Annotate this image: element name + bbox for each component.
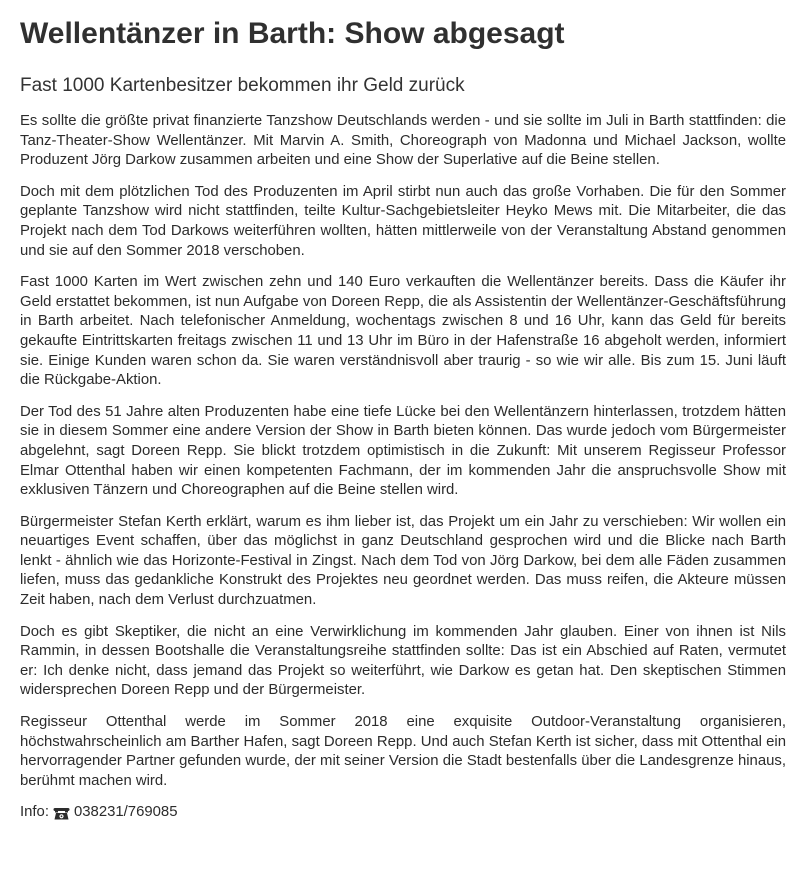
article [20,0,786,823]
article-paragraph: Der Tod des 51 Jahre alten Produzenten habe eine tiefe Lücke bei den Wellentänzern hinterlassen, trotzdem hätten sie in diesem Sommer eine andere Version der Show in Barth bieten können. Das wurde jedoch vom Bürgermeister abgelehnt, sagt Doreen Repp. Sie blickt trotzdem optimistisch in die Zukunft: Mit unserem Regisseur Professor Elmar Ottenthal haben wir einen kompetenten Fachmann, der im kommenden Jahr die anspruchsvolle Show mit exklusiven Tänzern und Choreographen auf die Beine stellen wird. [20,403,786,499]
article-body [20,112,786,791]
telephone-icon [53,807,70,820]
article-paragraph: Doch mit dem plötzlichen Tod des Produzenten im April stirbt nun auch das große Vorhaben. Die für den Sommer geplante Tanzshow wird nicht stattfinden, teilte Kultur-Sachgebietsleiter Heyko Mews mit. Die Mitarbeiter, die das Projekt nach dem Tod Darkows weiterführen wollten, hätten mittlerweile von der Veranstaltung Abstand genommen und sie auf den Sommer 2018 verschoben. [20,183,786,259]
article-paragraph: Bürgermeister Stefan Kerth erklärt, warum es ihm lieber ist, das Projekt um ein Jahr zu verschieben: Wir wollen ein neuartiges Event schaffen, über das möglichst in ganz Deutschland gesprochen wird und die Blicke nach Barth lenkt - ähnlich wie das Horizonte-Festival in Zingst. Nach dem Tod von Jörg Darkow, bei dem alle Fäden zusammen liefen, muss das gedankliche Konstrukt des Projektes neu geordnet werden. Das muss reifen, die Akteure müssen Zeit haben, nach dem Verlust durchzuatmen. [20,513,786,609]
info-line [20,803,786,823]
article-paragraph: Fast 1000 Karten im Wert zwischen zehn und 140 Euro verkauften die Wellentänzer bereits. Dass die Käufer ihr Geld erstattet bekommen, ist nun Aufgabe von Doreen Repp, die als Assistentin der Wellentänzer-Geschäftsführung in Barth arbeitet. Nach telefonischer Anmeldung, wochentags zwischen 8 und 16 Uhr, kann das Geld für bereits gekaufte Eintrittskarten freitags zwischen 11 und 13 Uhr im Büro in der Hafenstraße 16 abgeholt werden, informiert sie. Einige Kunden waren schon da. Sie waren verständnisvoll aber traurig - so wie wir alle. Bis zum 15. Juni läuft die Rückgabe-Aktion. [20,274,786,389]
article-paragraph: Es sollte die größte privat finanzierte Tanzshow Deutschlands werden - und sie sollte im Juli in Barth stattfinden: die Tanz-Theater-Show Wellentänzer. Mit Marvin A. Smith, Choreograph von Madonna und Michael Jackson, wollte Produzent Jörg Darkow zusammen arbeiten und eine Show der Superlative auf die Beine stellen. [20,113,786,169]
article-paragraph: Regisseur Ottenthal werde im Sommer 2018 eine exquisite Outdoor-Veranstaltung organisieren, höchstwahrscheinlich am Barther Hafen, sagt Doreen Repp. Und auch Stefan Kerth ist sicher, dass mit Ottenthal ein hervorragender Partner gefunden wurde, der mit seiner Version die Stadt bestenfalls über die Landesgrenze hinaus, berühmt machen wird. [20,714,786,789]
article-headline: Wellentänzer in Barth: Show abgesagt [20,17,565,50]
info-phone-number: 038231/769085 [73,804,178,821]
article-subheadline: Fast 1000 Kartenbesitzer bekommen ihr Geld zurück [20,75,465,96]
article-paragraph: Doch es gibt Skeptiker, die nicht an eine Verwirklichung im kommenden Jahr glauben. Einer von ihnen ist Nils Rammin, in dessen Bootshalle die Veranstaltungsreihe stattfinden sollte: Das ist ein Abschied auf Raten, vermutet er: Ich denke nicht, dass jemand das Projekt so weiterführt, wie Darkow es getan hat. Den skeptischen Stimmen widersprechen Doreen Repp und der Bürgermeister. [20,623,786,699]
info-label: Info: [20,804,49,821]
